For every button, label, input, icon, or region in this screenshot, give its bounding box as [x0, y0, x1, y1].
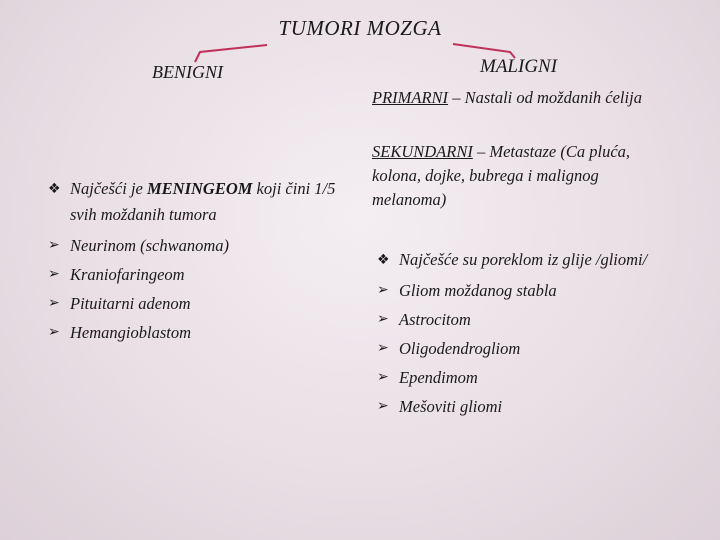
- list-item: [48, 176, 348, 228]
- primarni-label: PRIMARNI: [372, 88, 449, 107]
- list-item: [48, 231, 348, 260]
- diamond-bullet-icon: ❖: [48, 181, 61, 197]
- list-item-prefix: Najčešći je: [70, 179, 147, 198]
- list-item-text: Oligodendrogliom: [399, 339, 521, 358]
- arrowhead-bullet-icon: ➢: [48, 266, 60, 282]
- arrowhead-bullet-icon: ➢: [377, 369, 389, 385]
- list-item: [377, 248, 677, 272]
- arrowhead-bullet-icon: ➢: [377, 282, 389, 298]
- list-item-text: Mešoviti gliomi: [399, 397, 503, 416]
- list-item-text: Hemangioblastom: [70, 323, 191, 342]
- list-item-emphasis: MENINGEOM: [146, 179, 253, 198]
- arrowhead-bullet-icon: ➢: [377, 340, 389, 356]
- list-item: [377, 276, 677, 305]
- list-item: [377, 392, 677, 421]
- arrowhead-bullet-icon: ➢: [377, 311, 389, 327]
- benigni-heading: BENIGNI: [152, 62, 223, 82]
- list-item-suffix: koji čini 1/5 svih moždanih tumora: [70, 179, 336, 224]
- sekundarni-text: – Metastaze (Ca pluća, kolona, dojke, bubrega i malignog melanoma): [372, 142, 631, 209]
- list-item: [48, 318, 348, 347]
- list-item-text: Najčešće su poreklom iz glije /gliomi/: [399, 250, 648, 269]
- maligni-primarni: [372, 86, 672, 110]
- page-title: TUMORI MOZGA: [278, 16, 442, 40]
- arrowhead-bullet-icon: ➢: [377, 398, 389, 414]
- list-item-text: Pituitarni adenom: [70, 294, 191, 313]
- list-item: [48, 289, 348, 318]
- list-item: [377, 363, 677, 392]
- benigni-list: [48, 176, 348, 347]
- list-item: [377, 334, 677, 363]
- sekundarni-label: SEKUNDARNI: [372, 142, 473, 161]
- list-item-text: Kraniofaringeom: [70, 265, 185, 284]
- list-item-text: Astrocitom: [399, 310, 471, 329]
- maligni-list: [377, 248, 677, 421]
- list-item-text: Ependimom: [399, 368, 478, 387]
- list-item-text: Neurinom (schwanoma): [70, 236, 230, 255]
- diamond-bullet-icon: ❖: [377, 252, 390, 268]
- primarni-text: – Nastali od moždanih ćelija: [448, 88, 642, 107]
- list-item: [48, 260, 348, 289]
- list-item: [377, 305, 677, 334]
- arrowhead-bullet-icon: ➢: [48, 324, 60, 340]
- arrowhead-bullet-icon: ➢: [48, 237, 60, 253]
- arrowhead-bullet-icon: ➢: [48, 295, 60, 311]
- maligni-sekundarni: [372, 140, 672, 212]
- connector-line-benigni: [195, 45, 267, 62]
- list-item-text: Gliom moždanog stabla: [399, 281, 557, 300]
- maligni-heading: MALIGNI: [480, 56, 558, 77]
